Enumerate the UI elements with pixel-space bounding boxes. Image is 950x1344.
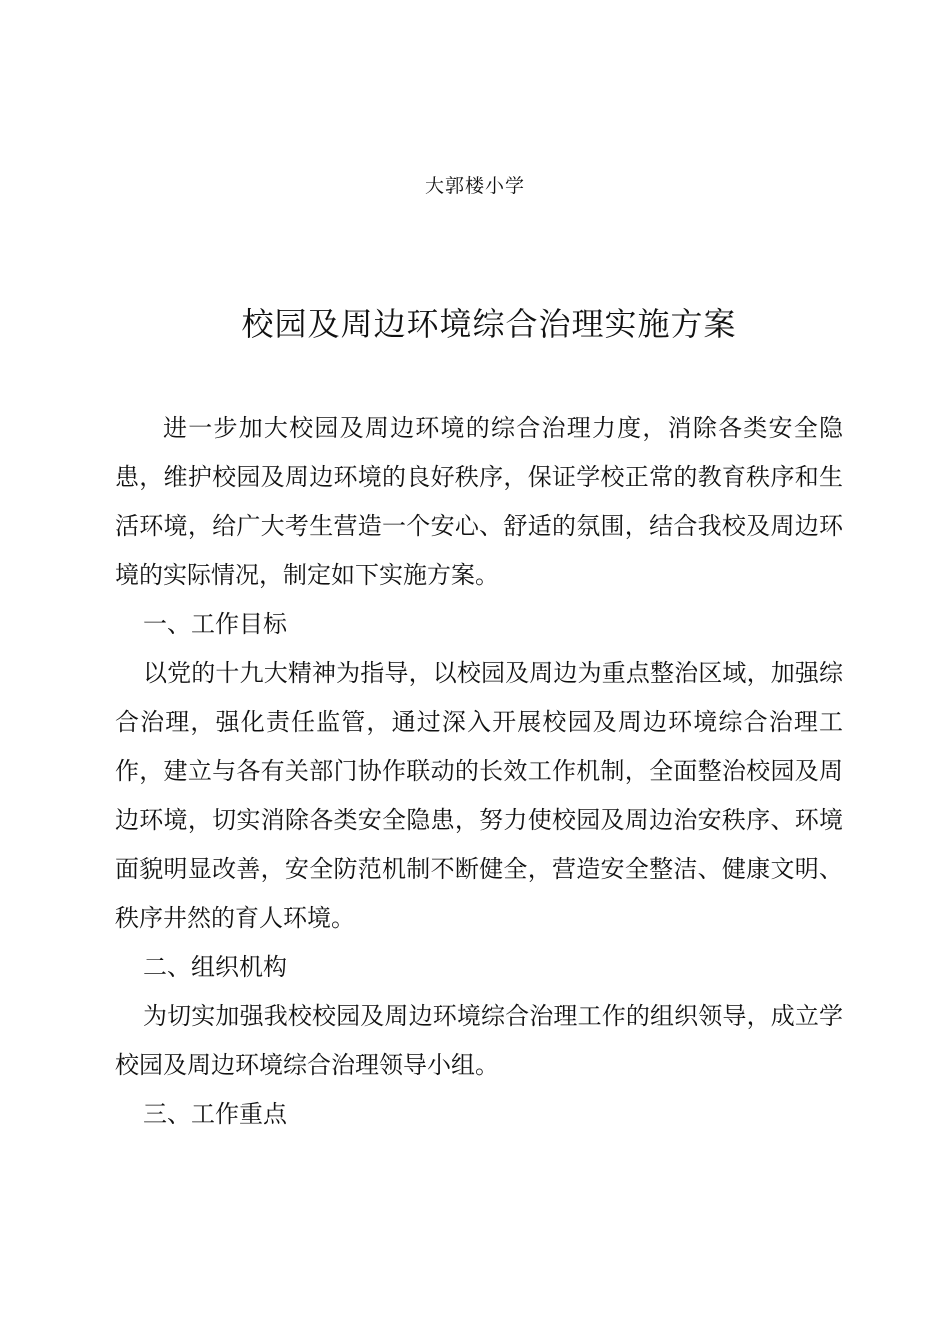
section-paragraph-goals: 以党的十九大精神为指导，以校园及周边为重点整治区域，加强综合治理，强化责任监管，通过深入开展校园及周边环境综合治理工作，建立与各有关部门协作联动的长效工作机制，全面整治校园及周边环境，切实消除各类安全隐患，努力使校园及周边治安秩序、环境面貌明显改善，安全防范机制不断健全，营造安全整洁、健康文明、秩序井然的育人环境。 [115,659,843,932]
section-heading-goals: 一、工作目标 [143,610,287,638]
section-heading-organization: 二、组织机构 [143,953,287,981]
document-body [115,404,843,1139]
section-heading-focus: 三、工作重点 [143,1100,287,1128]
section-paragraph-organization: 为切实加强我校校园及周边环境综合治理工作的组织领导，成立学校园及周边环境综合治理领导小组。 [115,1002,843,1079]
school-name: 大郭楼小学 [424,175,525,197]
intro-paragraph: 进一步加大校园及周边环境的综合治理力度，消除各类安全隐患，维护校园及周边环境的良好秩序，保证学校正常的教育秩序和生活环境，给广大考生营造一个安心、舒适的氛围，结合我校及周边环境的实际情况，制定如下实施方案。 [115,414,843,589]
document-title: 校园及周边环境综合治理实施方案 [241,305,737,343]
